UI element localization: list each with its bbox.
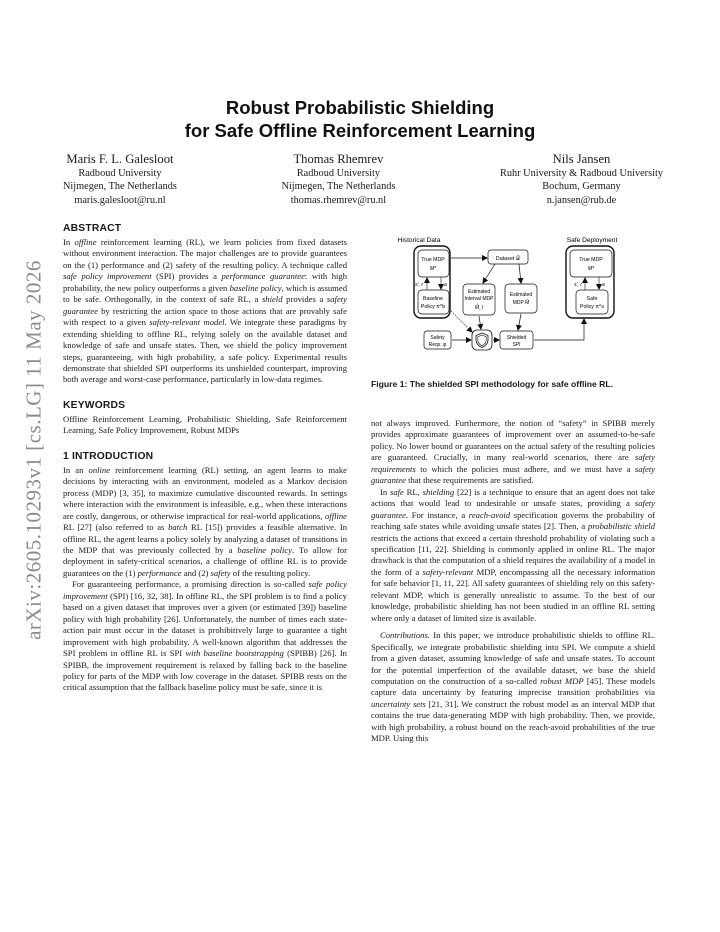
true-mdp-label-right: True MDP [579, 257, 603, 263]
intro-paragraph-1: In an online reinforcement learning (RL) setting, an agent learns to make decisions by interacting with an environment, modeled as a Markov decision process (MDP) [3, 35], to maximize cumulative discounted rewards. In settings where interaction with the environment is infeasible, e.g., when these interactions are costly, dangerous, or otherwise impractical for real-world applications, offline RL [27] (also referred to as batch RL [15]) provides a feasible alternative. In offline RL, the agent learns a policy solely by analyzing a dataset of transitions in the MDP that was previously collected by a baseline policy. To allow for deployment in safety-critical scenarios, a challenge of offline RL is to provide guarantees on the (1) performance and (2) safety of the resulting policy. [63, 464, 348, 578]
safe-policy-label-2: Policy π^s [580, 304, 604, 310]
arrow-spi-to-deployment [534, 319, 584, 340]
author-email[interactable]: thomas.rhemrev@ru.nl [290, 194, 387, 206]
author-2 [281, 152, 395, 207]
arxiv-identifier-stamp [22, 255, 46, 645]
author-block [63, 152, 663, 207]
figure-shielded-spi-diagram [371, 234, 655, 359]
author-email[interactable]: maris.galesloot@ru.nl [74, 194, 166, 206]
author-location: Bochum, Germany [542, 181, 621, 193]
arxiv-identifier: arXiv:2605.10293v1 [cs.LG] 11 May 2026 [21, 260, 46, 640]
true-mdp-box-right [570, 250, 612, 277]
author-affiliation: Radboud University [296, 168, 381, 179]
baseline-policy-box [418, 290, 449, 314]
safety-label-1: Safety [430, 335, 445, 341]
keywords-heading: KEYWORDS [63, 399, 126, 411]
figure-caption: Figure 1: The shielded SPI methodology for safe offline RL. [371, 379, 614, 389]
methodology-diagram [371, 234, 655, 359]
left-column [63, 222, 347, 694]
edge-sr-left: s', r [415, 282, 423, 288]
keywords-text: Offline Reinforcement Learning, Probabilistic Shielding, Safe Reinforcement Learning, Safe Policy Improvement, Robust MDPs [63, 413, 347, 436]
m-star-symbol: M* [429, 266, 437, 272]
abstract-heading: ABSTRACT [63, 223, 122, 234]
abstract-paragraph: In offline reinforcement learning (RL), we learn policies from fixed datasets without environment interaction. The major challenges are to provide guarantees on the (1) performance and (2) safety of the resulting policy. A technique called safe policy improvement (SPI) provides a performance guarantee: with high probability, the new policy outperforms a given baseline policy, which is assumed to be safe. Orthogonally, in the context of safe RL, a shield provides a safety guarantee by restricting the action space to those actions that are provably safe with respect to a given safety-relevant model. We integrate these paradigms by extending shielding to offline RL, relying solely on the available dataset and knowledge of safe and unsafe states. Then, we shield the policy improvement steps, guaranteeing, with high probability, a safe policy. Experimental results demonstrate that shielded SPI outperforms its unshielded counterpart, improving both average and worst-case performance, particularly in low-data regimes. [63, 237, 347, 385]
title-line-2: for Safe Offline Reinforcement Learning [184, 120, 536, 141]
arrow-dataset-to-estimated [519, 264, 521, 283]
safe-policy-label-1: Safe [586, 296, 598, 302]
m-i-symbol: M̂_I [474, 305, 484, 311]
author-name: Thomas Rhemrev [293, 152, 384, 166]
contributions-paragraph: Contributions. In this paper, we introduce probabilistic shields to offline RL. Specifically, we integrate probabilistic shielding into SPI. We compute a shield from a given dataset, assuming knowledge of safe and unsafe states. To account for the potential imperfection of the available dataset, we base the shield computation on the construction of a so-called robust MDP [45]. These models capture data uncertainty by featuring imprecise transition probabilities via uncertainty sets [21, 31]. We construct the robust model as an interval MDP that contains the true data-generating MDP with high probability. Then, we provide, with high probability, a robust bound on the reach-avoid probabilities of the true MDP. Using this [371, 630, 655, 744]
author-location: Nijmegen, The Netherlands [281, 181, 396, 193]
author-3 [500, 152, 663, 207]
author-location: Nijmegen, The Netherlands [63, 181, 177, 193]
right-column [371, 418, 655, 745]
edge-a-left: a [444, 282, 447, 288]
author-email[interactable]: n.jansen@rub.de [546, 194, 617, 206]
intro-paragraph-2-continued: not always improved. Furthermore, the notion of “safety” in SPIBB merely provides approximate guarantees of improvement over an assumed-to-be-safe policy. No lower bound or guarantees on the actual safety of the resulting policies are guaranteed. Crucially, in many real-world scenarios, there are safety requirements to which the policies must adhere, and we must have a safety guarantee that these requirements are satisfied. [371, 418, 655, 486]
est-mdp-label-2: MDP M̂ [512, 300, 530, 306]
author-1 [63, 152, 177, 207]
author-name: Maris F. L. Galesloot [66, 152, 174, 166]
estimated-mdp-box [505, 284, 537, 313]
baseline-label-2: Policy π^b [420, 304, 446, 310]
author-name: Nils Jansen [552, 152, 611, 166]
edge-sr-right: s', r [574, 282, 582, 288]
arrow-interval-to-shield [479, 316, 481, 329]
true-mdp-label: True MDP [421, 257, 445, 263]
author-affiliation: Radboud University [78, 168, 162, 179]
author-affiliation: Ruhr University & Radboud University [499, 168, 663, 179]
shield-icon [472, 330, 492, 350]
title-line-1: Robust Probabilistic Shielding [225, 97, 495, 118]
shielded-label-2: SPI [512, 342, 521, 348]
est-interval-label-1: Estimated [467, 289, 491, 295]
m-star-symbol-right: M* [587, 266, 595, 272]
edge-a-right: a [602, 282, 605, 288]
est-interval-label-2: Interval MDP [464, 296, 494, 302]
arrow-estimated-to-spi [518, 314, 521, 330]
introduction-heading: 1 INTRODUCTION [63, 450, 154, 462]
safe-policy-box [576, 290, 608, 314]
est-mdp-label-1: Estimated [509, 292, 533, 298]
safety-label-2: Reqs. φ [428, 342, 447, 348]
dataset-label: Dataset 𝒟 [495, 256, 521, 262]
label-safe-deployment: Safe Deployment [566, 237, 618, 244]
label-historical-data: Historical Data [397, 237, 441, 244]
shielded-label-1: Shielded [506, 335, 527, 341]
paper-title [60, 96, 660, 142]
baseline-label-1: Baseline [423, 296, 443, 302]
arrow-dataset-to-interval [483, 264, 495, 283]
intro-paragraph-3: In safe RL, shielding [22] is a technique to ensure that an agent does not take actions that would lead to undesirable or unsafe states, providing a safety guarantee. For instance, a reach-avoid specification governs the probability of reaching safe states while avoiding unsafe states [2]. Then, a probabilistic shield restricts the actions that exceed a certain threshold probability of violating such a specification [11, 22]. Shielding is commonly applied in online RL. The major drawback is that the computation of a shield requires the availability of a model in the form of a safety-relevant MDP, encompassing all the necessary information for safe behavior [1, 11, 22]. All safety guarantees of shielding rely on this safety-relevant MDP, which is generally unrealistic to assume. To the best of our knowledge, probabilistic shielding has not been studied in an offline RL setting where only a dataset of limited size is available. [371, 486, 656, 623]
intro-paragraph-2: For guaranteeing performance, a promising direction is so-called safe policy improvement (SPI) [16, 32, 38]. In offline RL, the SPI problem is to find a policy based on a given dataset that improves over a given (or estimated [39]) baseline policy with high probability [26]. Unfortunately, the number of times each state-action pair must occur in the dataset is prohibitively large to guarantee a tight improvement with high probability. A well-known algorithm that addresses the SPI problem in offline RL is SPI with baseline bootstrapping (SPIBB) [26]. In SPIBB, the improvement requirement is relaxed by falling back to the baseline policy for parts of the MDP with low coverage in the dataset. SPIBB rests on the critical assumption that the fallback baseline policy must be safe, since it is [63, 579, 347, 693]
true-mdp-box-left [418, 250, 449, 277]
